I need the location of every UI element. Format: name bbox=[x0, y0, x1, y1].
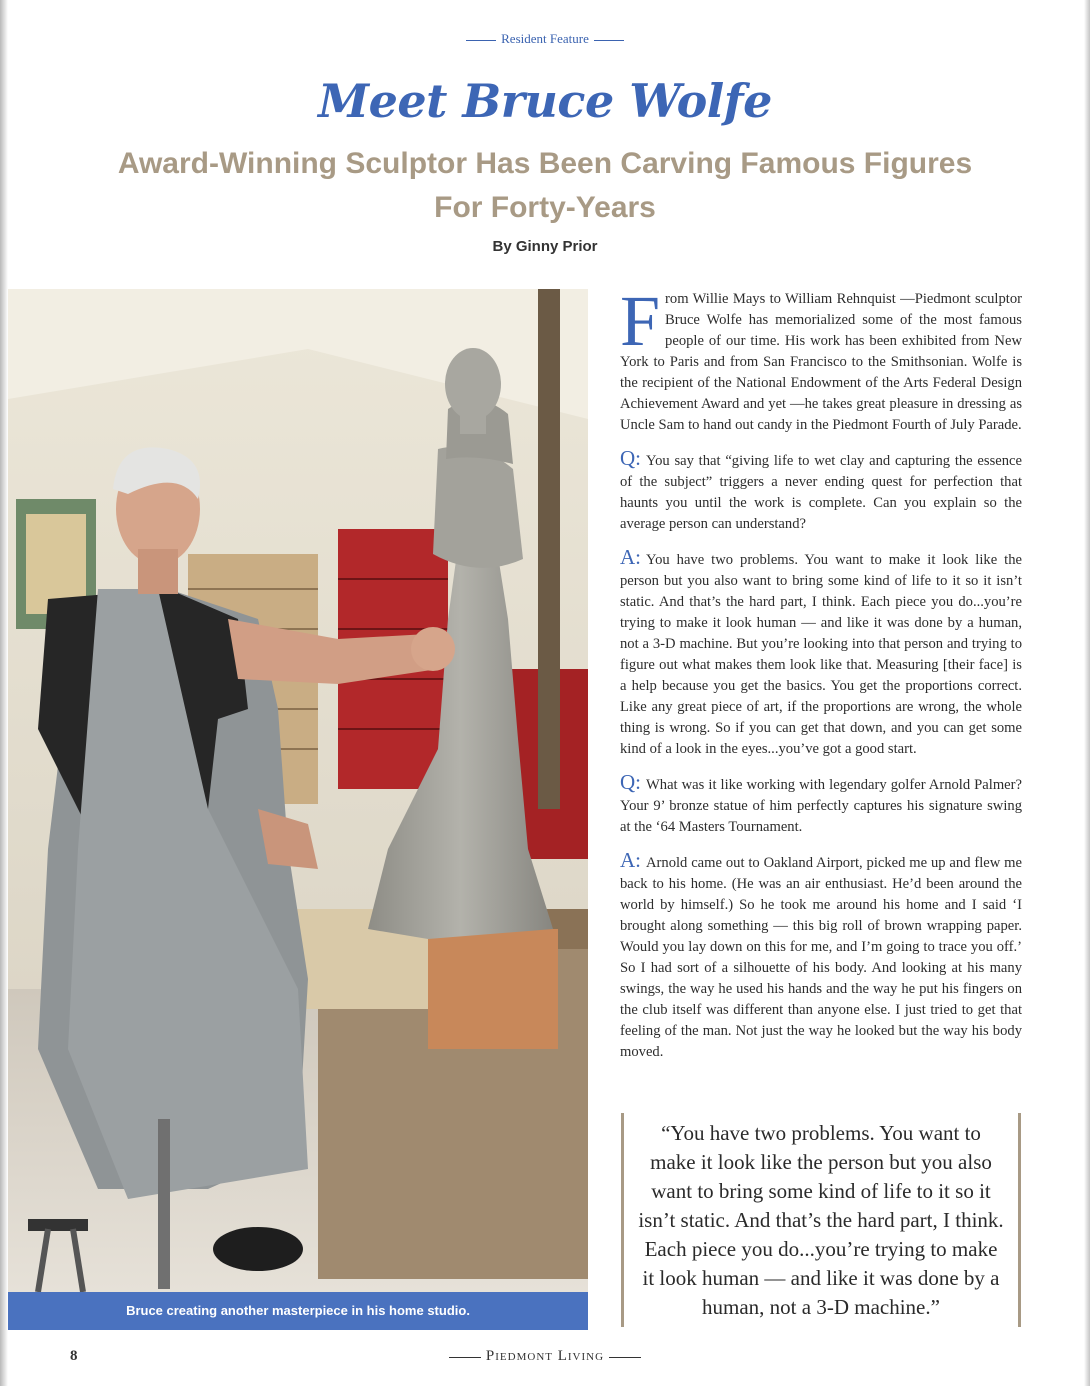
section-label: Resident Feature bbox=[501, 31, 589, 46]
footer-rule-left bbox=[449, 1357, 481, 1358]
answer-text: You have two problems. You want to make it look like the person but you also want to bring some kind of life to it so it isn’t static. And that’s the hard part, I think. Each piece you do...you’re trying to make it look human — and like it was done by a human, not a 3-D machine. But you’re looking into that person and trying to figure out what makes them look like that. Measuring [their face] is a help because you get the basics. You get the proportions correct. Like any great piece of art, if the proportions are wrong, the whole thing is wrong. So if you can get that down, and you can get some kind of a look in the eyes...you’ve got a good start. bbox=[620, 552, 1022, 757]
answer-marker: A: bbox=[620, 545, 641, 569]
answer-marker: A: bbox=[620, 848, 641, 872]
qa-question-2 bbox=[620, 772, 1022, 838]
publication-name: Piedmont Living bbox=[485, 1348, 605, 1364]
article-title: Meet Bruce Wolfe bbox=[318, 74, 772, 128]
sculptor-photo bbox=[8, 289, 588, 1292]
article-subtitle: Award-Winning Sculptor Has Been Carving Famous Figures For Forty-Years bbox=[117, 147, 973, 224]
footer-publication bbox=[0, 1348, 1090, 1365]
answer-text: Arnold came out to Oakland Airport, picked me up and flew me back to his home. (He was an air enthusiast. He’d been around the world by himself.) So he took me around his home and I said ‘I brought along something — this big roll of brown wrapping paper. Would you lay down on this for me, and I’m going to trace you off.’ So I had sort of a silhouette of his body. And looking at his many swings, the way he used his hands and the way he put his fingers on the club itself was different than anyone else. I just tried to get that feeling of the man. Not just the way he looked but the way his body moved. bbox=[620, 855, 1022, 1060]
intro-text: rom Willie Mays to William Rehnquist —Piedmont sculptor Bruce Wolfe has memorialized some of the most famous people of our time. His work has been exhibited from New York to Paris and from San Francisco to the Smithsonian. Wolfe is the recipient of the National Endowment of the Arts Federal Design Achievement Award and yet —he takes great pleasure in dressing as Uncle Sam to hand out candy in the Piedmont Fourth of July Parade. bbox=[620, 291, 1022, 433]
qa-answer-1 bbox=[620, 547, 1022, 760]
intro-paragraph bbox=[620, 281, 1022, 436]
qa-question-1 bbox=[620, 448, 1022, 535]
question-text: What was it like working with legendary golfer Arnold Palmer? Your 9’ bronze statue of him perfectly captures his signature swing at the ‘64 Masters Tournament. bbox=[620, 777, 1022, 835]
page-edge-shadow-left bbox=[0, 0, 8, 1386]
page-edge-shadow-right bbox=[1084, 0, 1090, 1386]
qa-answer-2 bbox=[620, 850, 1022, 1063]
byline: By Ginny Prior bbox=[492, 238, 598, 255]
section-tag bbox=[0, 31, 1090, 47]
question-text: You say that “giving life to wet clay and capturing the essence of the subject” triggers a never ending quest for perfection that haunts you until the work is complete. Can you explain so the average person can understand? bbox=[620, 453, 1022, 532]
page-number: 8 bbox=[70, 1348, 78, 1364]
article-body bbox=[620, 281, 1022, 1075]
pull-quote: “You have two problems. You want to make it look like the person but you also want to bring some kind of life to it so it isn’t static. And that’s the hard part, I think. Each piece you do...you’re trying to make it look human — and like it was done by a human, not a 3-D machine.” bbox=[621, 1113, 1021, 1327]
drop-cap: F bbox=[620, 281, 661, 361]
question-marker: Q: bbox=[620, 446, 641, 470]
section-rule-right bbox=[594, 40, 624, 41]
photo-caption: Bruce creating another masterpiece in his home studio. bbox=[8, 1292, 588, 1330]
question-marker: Q: bbox=[620, 770, 641, 794]
section-rule-left bbox=[466, 40, 496, 41]
footer-rule-right bbox=[609, 1357, 641, 1358]
